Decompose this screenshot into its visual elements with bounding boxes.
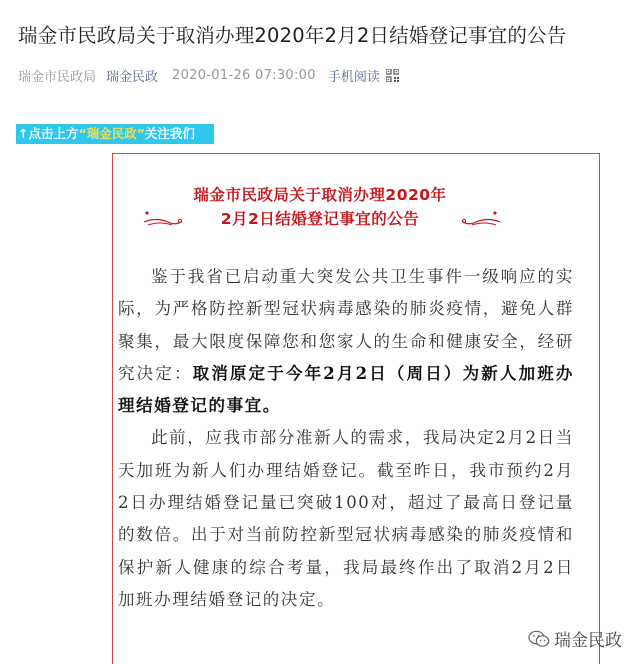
wechat-icon: [528, 630, 550, 648]
notice-heading-line2: 2月2日结婚登记事宜的公告: [220, 210, 420, 228]
decorative-swirl-icon: [142, 206, 184, 228]
article-source: 瑞金市民政局: [18, 70, 97, 85]
notice-paragraph-1: [118, 261, 574, 422]
follow-banner[interactable]: [16, 124, 214, 144]
qr-code-icon[interactable]: [386, 69, 399, 82]
publish-time: 2020-01-26 07:30:00: [172, 68, 316, 83]
decorative-swirl-icon: [460, 206, 502, 228]
notice-heading-line1: 瑞金市民政局关于取消办理2020年: [193, 186, 447, 204]
notice-paragraph-2: 此前，应我市部分准新人的需求，我局决定2月2日当天加班为新人们办理结婚登记。截至昨日，我市预约2月2日办理结婚登记量已突破100对，超过了最高日登记量的数倍。出于对当前防控新型冠状病毒感染的肺炎疫情和保护新人健康的综合考量，我局最终作出了取消2月2日加班办理结婚登记的决定。: [118, 428, 574, 609]
watermark: [528, 626, 622, 651]
notice-body: [118, 261, 574, 616]
follow-account: “瑞金民政”: [78, 126, 145, 141]
article-title: 瑞金市民政局关于取消办理2020年2月2日结婚登记事宜的公告: [18, 24, 567, 47]
paragraph-1-bold: 取消原定于今年2月2日（周日）为新人加班办理结婚登记的事宜。: [118, 363, 574, 416]
follow-suffix: 关注我们: [144, 126, 195, 141]
follow-prefix: ↑点击上方: [18, 126, 79, 141]
article-meta: [18, 66, 399, 85]
mobile-read-link[interactable]: 手机阅读: [327, 70, 380, 85]
paragraph-1-text: 鉴于我省已启动重大突发公共卫生事件一级响应的实际，为严格防控新型冠状病毒感染的肺炎疫情，避免人群聚集，最大限度保障您和您家人的生命和健康安全，经研究决定：: [118, 267, 574, 383]
account-link[interactable]: 瑞金民政: [106, 70, 159, 85]
watermark-text: 瑞金民政: [554, 631, 622, 651]
